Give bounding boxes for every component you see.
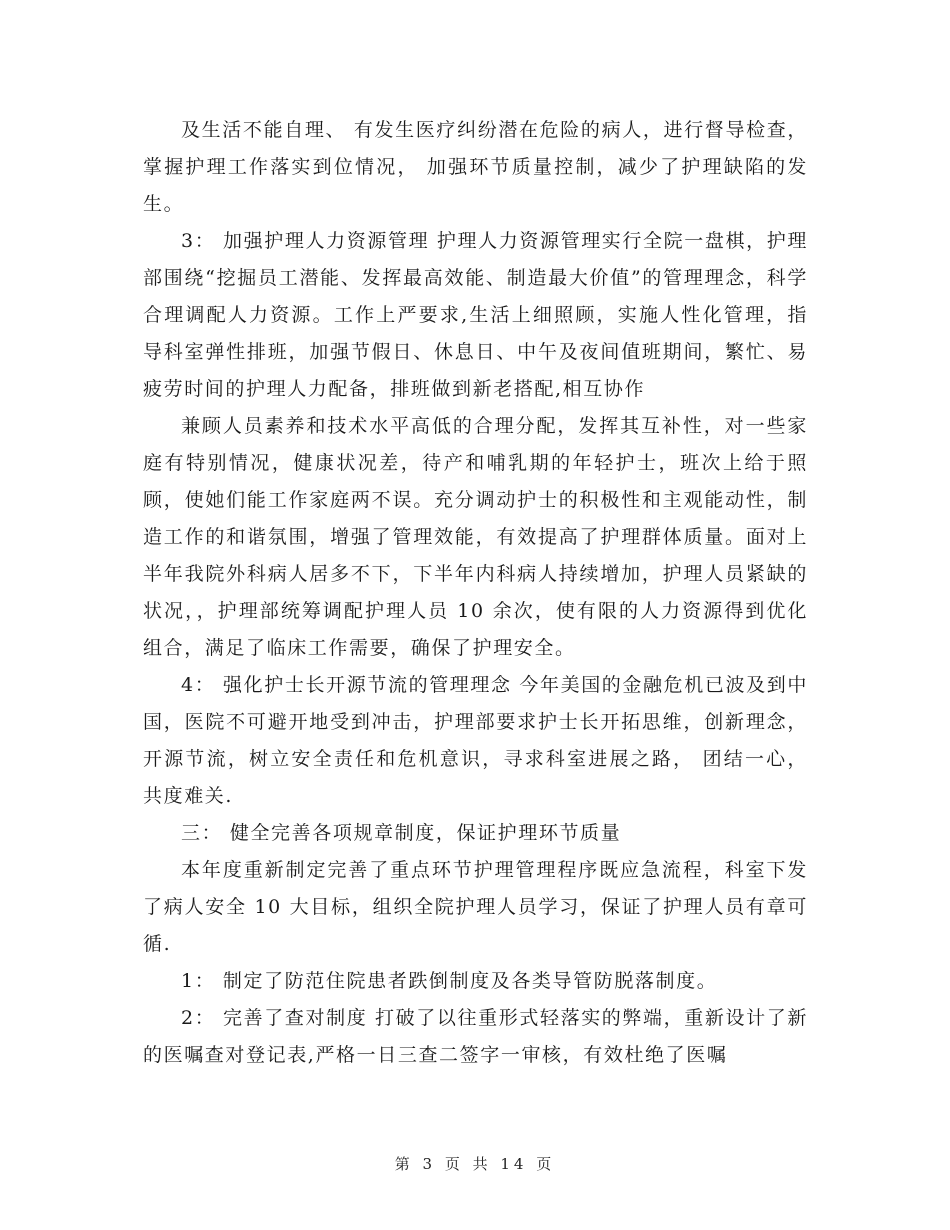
paragraph-4: 4： 强化护士长开源节流的管理理念 今年美国的金融危机已波及到中国，医院不可避开地受到冲击，护理部要求护士长开拓思维，创新理念，开源节流，树立安全责任和危机意识，寻求科室进展之路， 团结一心，共度难关.	[143, 674, 808, 807]
paragraph-3: 兼顾人员素养和技术水平高低的合理分配，发挥其互补性，对一些家庭有特别情况，健康状况差，待产和哺乳期的年轻护士，班次上给于照顾，使她们能工作家庭两不误。充分调动护士的积极性和主观能动性，制造工作的和谐氛围，增强了管理效能，有效提高了护理群体质量。面对上半年我院外科病人居多不下，下半年内科病人持续增加，护理人员紧缺的状况，，护理部统筹调配护理人员 10 余次，使有限的人力资源得到优化组合，满足了临床工作需要，确保了护理安全。	[143, 415, 808, 659]
document-body	[143, 112, 808, 1074]
paragraph-7: 2： 完善了查对制度 打破了以往重形式轻落实的弊端，重新设计了新的医嘱查对登记表,严格一日三查二签字一审核，有效杜绝了医嘱	[143, 1007, 808, 1066]
paragraph-5: 本年度重新制定完善了重点环节护理管理程序既应急流程，科室下发了病人安全 10 大目标，组织全院护理人员学习，保证了护理人员有章可循.	[143, 859, 808, 955]
section-heading-3: 三： 健全完善各项规章制度，保证护理环节质量	[181, 822, 622, 844]
paragraph-2: 3： 加强护理人力资源管理 护理人力资源管理实行全院一盘棋，护理部围绕“挖掘员工潜能、发挥最高效能、制造最大价值”的管理理念，科学合理调配人力资源。工作上严要求,生活上细照顾，实施人性化管理，指导科室弹性排班，加强节假日、休息日、中午及夜间值班期间，繁忙、易疲劳时间的护理人力配备，排班做到新老搭配,相互协作	[143, 230, 808, 400]
paragraph-1: 及生活不能自理、 有发生医疗纠纷潜在危险的病人，进行督导检查， 掌握护理工作落实到位情况， 加强环节质量控制，减少了护理缺陷的发生。	[143, 119, 808, 215]
page-number-footer: 第 3 页 共 14 页	[394, 1155, 556, 1173]
paragraph-6: 1： 制定了防范住院患者跌倒制度及各类导管防脱落制度。	[181, 970, 718, 992]
